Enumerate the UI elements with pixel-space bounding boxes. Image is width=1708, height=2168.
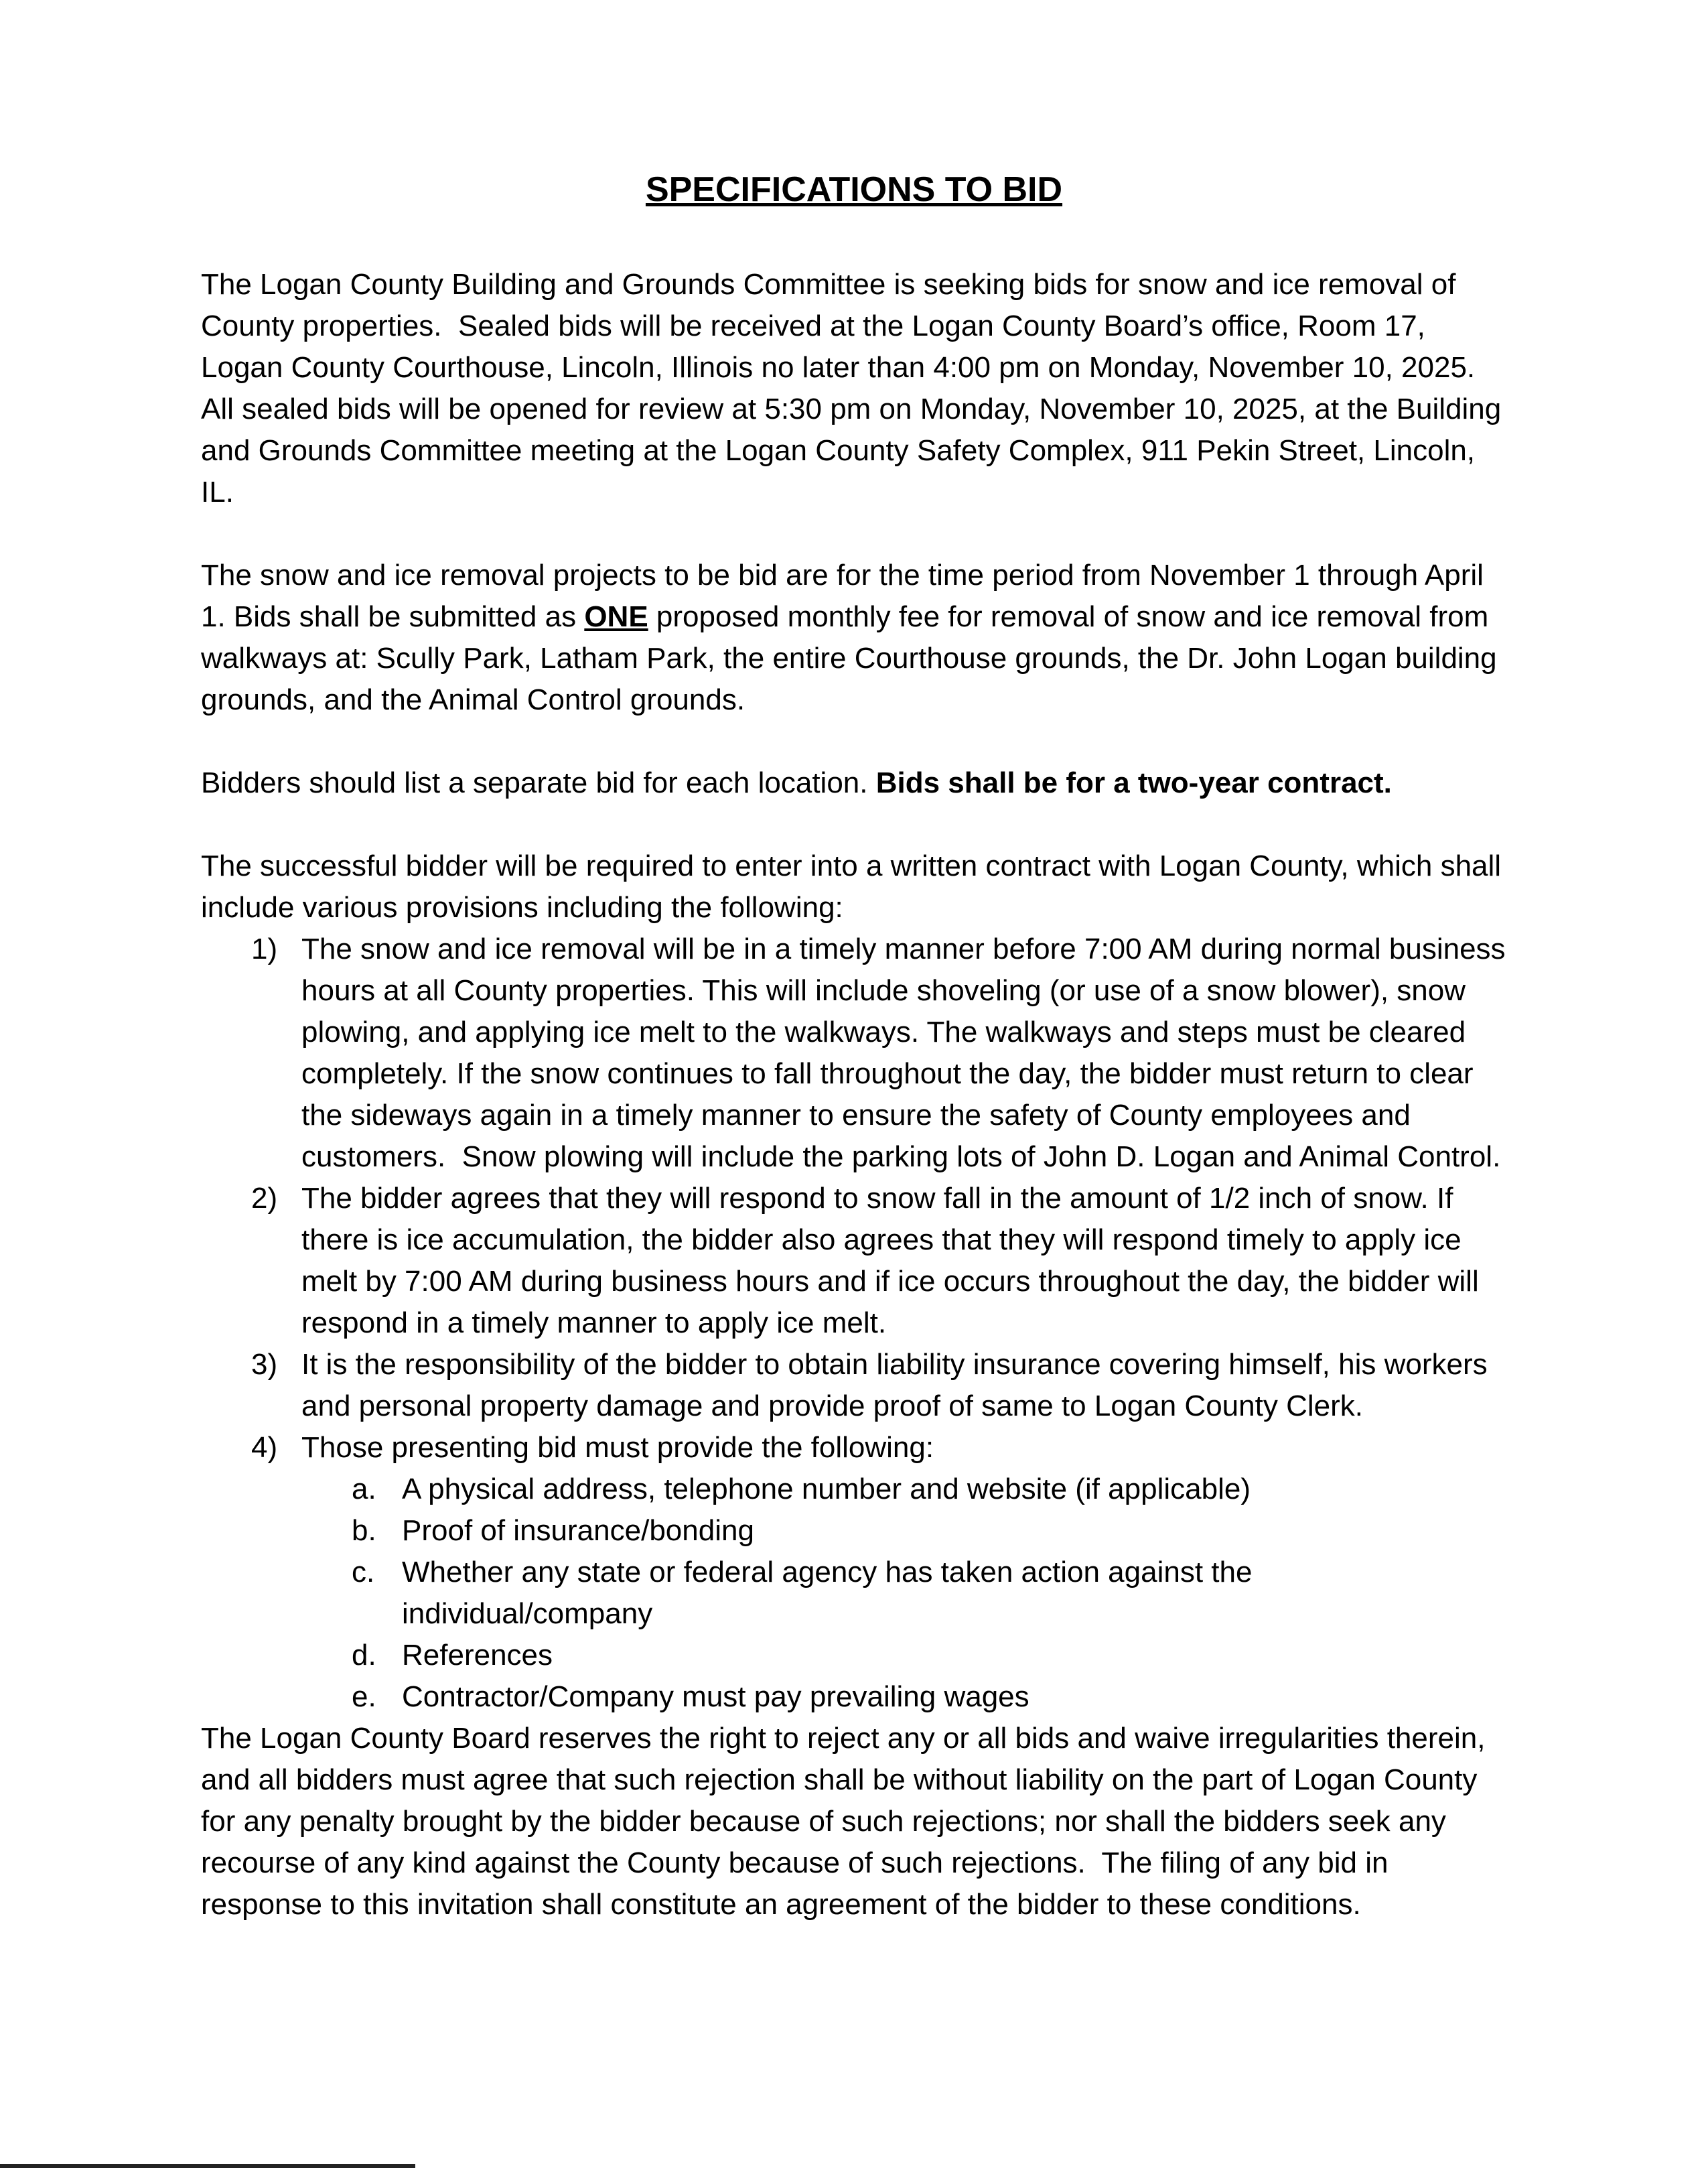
numbered-list-item-1	[201, 929, 1514, 1178]
list-marker: 4)	[251, 1431, 278, 1464]
list-item-text: A physical address, telephone number and website (if applicable)	[402, 1473, 1251, 1505]
paragraph-closing: The Logan County Board reserves the right to reject any or all bids and waive irregularities therein, and all bidders must agree that such rejection shall be without liability on the part of Logan County for any penalty brought by the bidder because of such rejections; nor shall the bidders seek any recourse of any kind against the County because of such rejections. The filing of any bid in response to this invitation shall constitute an agreement of the bidder to these conditions.	[201, 1722, 1494, 1921]
separate-bid-text: Bidders should list a separate bid for each location.	[201, 766, 876, 799]
list-item-text: The bidder agrees that they will respond to snow fall in the amount of 1/2 inch of snow. If there is ice accumulation, the bidder also agrees that they will respond timely to apply ice melt by 7:00 AM during business hours and if ice occurs throughout the day, the bidder will respond in a timely manner to apply ice melt.	[301, 1182, 1487, 1339]
paragraph-contract-intro: The successful bidder will be required to enter into a written contract with Logan County, which shall include various provisions including the following:	[201, 850, 1510, 924]
bid-period-text-end: proposed monthly fee for removal of snow and ice removal from walkways at: Scully Park, Latham Park, the entire Courthouse grounds, the Dr. John Logan building grounds, and the Animal Control grounds.	[201, 600, 1505, 716]
lettered-list-item-b	[201, 1510, 1507, 1552]
list-item-text: It is the responsibility of the bidder to obtain liability insurance covering himself, his workers and personal property damage and provide proof of same to Logan County Clerk.	[301, 1348, 1496, 1422]
list-item-text: Contractor/Company must pay prevailing wages	[402, 1680, 1029, 1713]
two-year-contract-emphasis: Bids shall be for a two-year contract.	[875, 766, 1392, 799]
list-marker: 1)	[251, 933, 278, 965]
numbered-list-item-2	[201, 1178, 1507, 1344]
list-marker: b.	[352, 1514, 376, 1547]
list-marker: c.	[352, 1556, 375, 1588]
numbered-list-item-3	[201, 1344, 1507, 1427]
lettered-list-item-c	[201, 1552, 1507, 1635]
list-marker: d.	[352, 1639, 376, 1672]
paragraph-intro: The Logan County Building and Grounds Committee is seeking bids for snow and ice removal of County properties. Sealed bids will be received at the Logan County Board’s office, Room 17, Logan County Courthouse, Lincoln, Illinois no later than 4:00 pm on Monday, November 10, 2025. All sealed bids will be opened for review at 5:30 pm on Monday, November 10, 2025, at the Building and Grounds Committee meeting at the Logan County Safety Complex, 911 Pekin Street, Lincoln, IL.	[201, 268, 1510, 509]
list-marker: 3)	[251, 1348, 278, 1381]
list-item-text: Those presenting bid must provide the following:	[301, 1431, 934, 1464]
list-marker: e.	[352, 1680, 376, 1713]
bid-period-text-start: The snow and ice removal projects to be bid are for the time period from November 1 through April 1. Bids shall be submitted as	[201, 559, 1492, 633]
list-item-text: The snow and ice removal will be in a timely manner before 7:00 AM during normal business hours at all County properties. This will include shoveling (or use of a snow blower), snow plowing, and applying ice melt to the walkways. The walkways and steps must be cleared completely. If the snow continues to fall throughout the day, the bidder must return to clear the sideways again in a timely manner to ensure the safety of County employees and customers. Snow plowing will include the parking lots of John D. Logan and Animal Control.	[301, 933, 1514, 1173]
paragraph-bid-period	[201, 555, 1507, 721]
document-title: SPECIFICATIONS TO BID	[645, 170, 1063, 209]
numbered-list-item-4	[201, 1427, 1507, 1469]
lettered-list-item-e	[201, 1676, 1507, 1718]
paragraph-separate-bid	[201, 762, 1507, 804]
list-marker: 2)	[251, 1182, 278, 1215]
list-marker: a.	[352, 1473, 376, 1505]
page-bottom-edge	[0, 2164, 415, 2168]
list-item-text: References	[402, 1639, 553, 1672]
list-item-text: Proof of insurance/bonding	[402, 1514, 754, 1547]
list-item-text: Whether any state or federal agency has taken action against the individual/company	[402, 1556, 1261, 1630]
lettered-list-item-d	[201, 1635, 1507, 1676]
one-fee-emphasis: ONE	[584, 600, 648, 633]
lettered-list-item-a	[201, 1469, 1507, 1510]
